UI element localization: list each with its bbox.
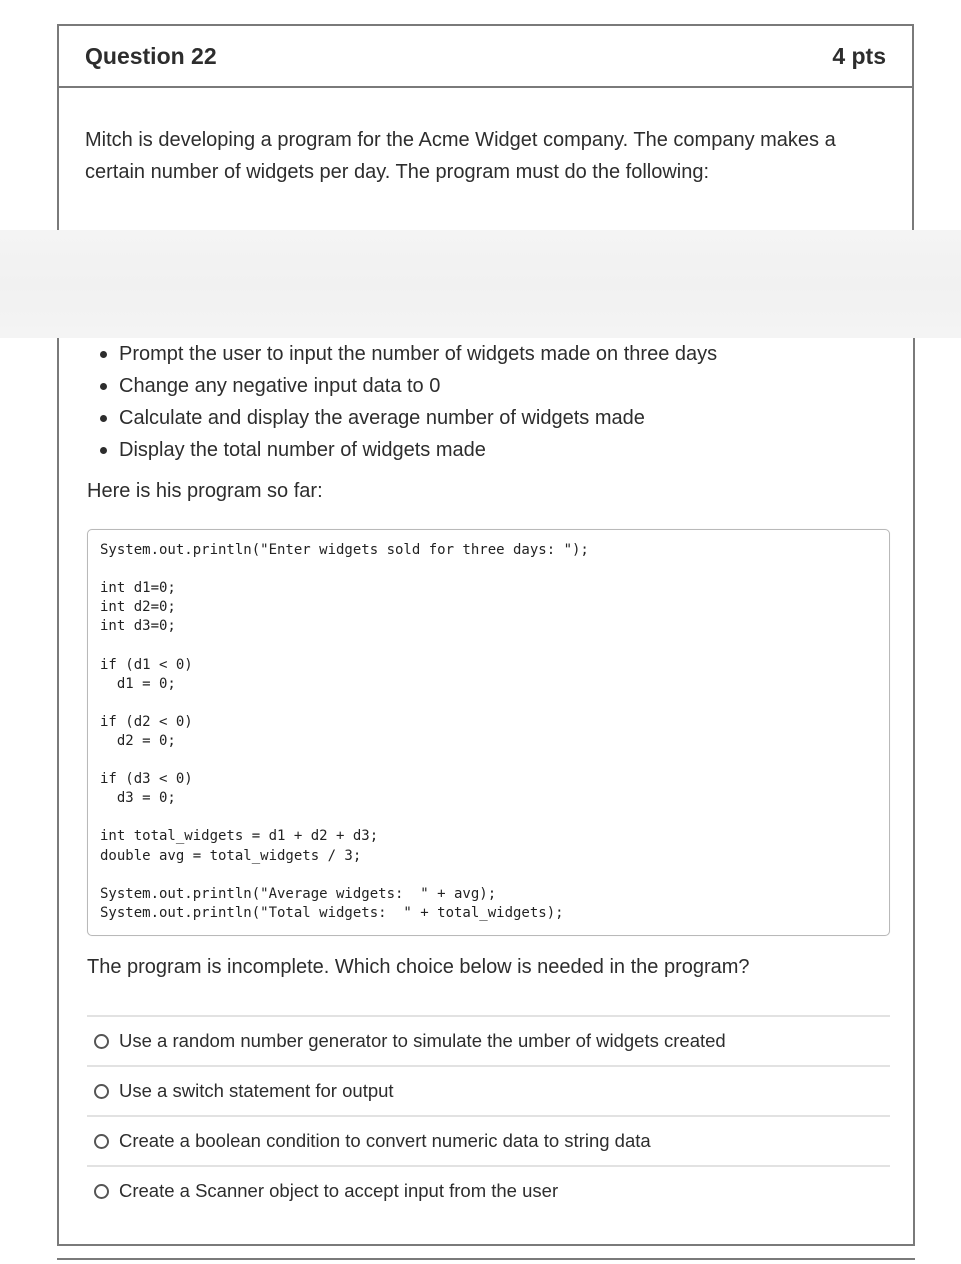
requirement-text: Calculate and display the average number of widgets made (119, 407, 645, 429)
radio-button[interactable] (94, 1134, 109, 1149)
question-card-bottom (57, 338, 915, 1246)
radio-button[interactable] (94, 1084, 109, 1099)
list-item (119, 434, 717, 466)
question-intro: Mitch is developing a program for the Acme Widget company. The company makes a certain number of widgets per day. The program must do the following: (85, 129, 836, 183)
answer-option-label[interactable]: Create a boolean condition to convert numeric data to string data (119, 1130, 651, 1151)
requirements-list (119, 338, 717, 466)
requirement-text: Prompt the user to input the number of widgets made on three days (119, 343, 718, 365)
answer-option[interactable] (87, 1165, 890, 1215)
bullet-icon (100, 351, 107, 358)
question-prompt: The program is incomplete. Which choice below is needed in the program? (87, 956, 750, 978)
question-card-top (57, 24, 914, 230)
code-block (87, 529, 890, 936)
answer-options (87, 1015, 890, 1215)
list-item (119, 370, 717, 402)
page-gap (0, 230, 961, 338)
requirement-text: Change any negative input data to 0 (119, 375, 441, 397)
list-item (119, 402, 717, 434)
question-title: Question 22 (85, 42, 217, 69)
question-header (59, 26, 912, 88)
answer-option[interactable] (87, 1015, 890, 1065)
code-text: System.out.println("Enter widgets sold for three days: "); int d1=0; int d2=0; int d3=0; if (d1 < 0) d1 = 0; if (d2 < 0) d2 = 0; if (d3 < 0) d3 = 0; int total_widgets = d1 + d2 + d3; double avg = total_widgets / 3; System.out.println("Average widgets: " + avg); System.out.println("Total widgets: " + total_widgets); (100, 542, 589, 921)
program-lead-in: Here is his program so far: (87, 480, 323, 502)
radio-button[interactable] (94, 1184, 109, 1199)
question-points: 4 pts (832, 42, 886, 69)
bullet-icon (100, 447, 107, 454)
answer-option-label[interactable]: Use a switch statement for output (119, 1080, 394, 1101)
radio-button[interactable] (94, 1034, 109, 1049)
answer-option[interactable] (87, 1065, 890, 1115)
answer-option-label[interactable]: Create a Scanner object to accept input from the user (119, 1180, 559, 1201)
answer-option-label[interactable]: Use a random number generator to simulate the umber of widgets created (119, 1030, 726, 1051)
answer-option[interactable] (87, 1115, 890, 1165)
requirement-text: Display the total number of widgets made (119, 439, 486, 461)
list-item (119, 338, 717, 370)
next-question-border (57, 1258, 915, 1260)
bullet-icon (100, 383, 107, 390)
bullet-icon (100, 415, 107, 422)
